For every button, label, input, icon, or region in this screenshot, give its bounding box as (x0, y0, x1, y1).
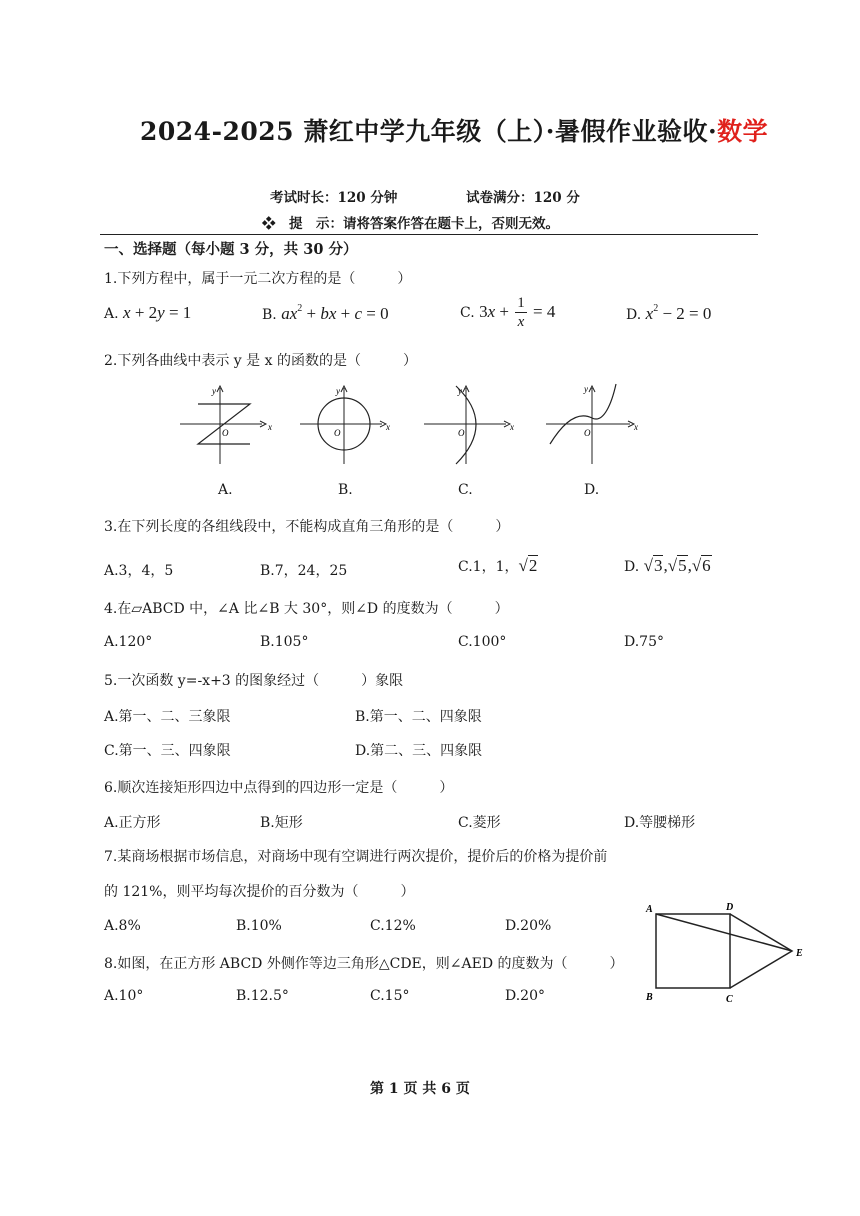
svg-text:A: A (646, 904, 653, 915)
svg-text:x: x (268, 422, 272, 432)
q1-option-c: C. 3x + $\frac{1}{x}$ = 4 (460, 295, 556, 330)
svg-text:y: y (458, 386, 462, 396)
q8-option-b: B.12.5° (236, 988, 289, 1004)
title-subject: 数学 (717, 117, 769, 146)
q8-option-a: A.10° (104, 988, 144, 1004)
q3-option-a: A.3，4，5 (104, 563, 174, 579)
question-7-stem-line-2: 的 121%，则平均每次提价的百分数为（ ） (104, 884, 415, 900)
q6-option-b: B.矩形 (260, 815, 303, 831)
exam-hint: ❖ 提 示：请将答案作答在题卡上，否则无效。 (262, 216, 559, 232)
question-4-stem: 4.在▱ABCD 中，∠A 比∠B 大 30°，则∠D 的度数为（ ） (104, 601, 509, 617)
svg-text:O: O (584, 428, 591, 438)
q6-option-d: D.等腰梯形 (624, 815, 696, 831)
square-triangle-figure (636, 896, 816, 1008)
question-5-stem: 5.一次函数 y=-x+3 的图象经过（ ）象限 (104, 673, 404, 689)
q7-option-b: B.10% (236, 918, 282, 934)
q7-option-c: C.12% (370, 918, 416, 934)
graph-c (418, 380, 523, 468)
q7-option-d: D.20% (505, 918, 552, 934)
graph-b-label: B. (338, 482, 353, 498)
q1-option-d: D. $x^2 - 2 = 0$ (626, 303, 712, 323)
q5-option-b: B.第一、二、四象限 (355, 709, 482, 725)
q3-option-d: D. √3,√5,√6 (624, 556, 711, 575)
header-divider (100, 234, 758, 235)
q4-option-c: C.100° (458, 634, 507, 650)
page-title (140, 112, 768, 148)
svg-text:x: x (510, 422, 514, 432)
svg-text:x: x (386, 422, 390, 432)
q8-option-c: C.15° (370, 988, 410, 1004)
title-main: 2024-2025 萧红中学九年级（上）·暑假作业验收· (140, 117, 718, 146)
question-3-stem: 3.在下列长度的各组线段中，不能构成直角三角形的是（ ） (104, 519, 510, 535)
q6-option-a: A.正方形 (104, 815, 161, 831)
svg-text:O: O (458, 428, 465, 438)
page-number: 第 1 页 共 6 页 (370, 1081, 470, 1097)
svg-text:y: y (212, 386, 216, 396)
exam-time: 考试时长：120 分钟 (270, 190, 398, 206)
svg-text:O: O (334, 428, 341, 438)
graph-c-label: C. (458, 482, 473, 498)
section-title: 一、选择题（每小题 3 分，共 30 分） (104, 241, 358, 258)
q5-option-d: D.第二、三、四象限 (355, 743, 483, 759)
svg-text:y: y (336, 386, 340, 396)
graph-d-label: D. (584, 482, 600, 498)
svg-text:C: C (726, 994, 733, 1005)
full-score: 试卷满分：120 分 (466, 190, 580, 206)
q8-option-d: D.20° (505, 988, 545, 1004)
svg-text:B: B (646, 992, 653, 1003)
svg-text:x: x (634, 422, 638, 432)
question-2-stem: 2.下列各曲线中表示 y 是 x 的函数的是（ ） (104, 353, 417, 369)
graph-a-label: A. (218, 482, 233, 498)
graph-d (540, 378, 645, 468)
q1-option-b: B. $ax^2$ + bx + c = 0 (262, 303, 389, 323)
q3-option-b: B.7，24，25 (260, 563, 348, 579)
q5-option-c: C.第一、三、四象限 (104, 743, 231, 759)
q3-option-c: C.1，1，√2 (458, 556, 538, 575)
q4-option-b: B.105° (260, 634, 309, 650)
svg-text:D: D (726, 902, 734, 913)
q4-option-d: D.75° (624, 634, 664, 650)
question-7-stem-line-1: 7.某商场根据市场信息，对商场中现有空调进行两次提价，提价后的价格为提价前 (104, 849, 608, 865)
question-8-stem: 8.如图，在正方形 ABCD 外侧作等边三角形△CDE，则∠AED 的度数为（ ） (104, 956, 624, 972)
svg-text:y: y (584, 384, 588, 394)
q6-option-c: C.菱形 (458, 815, 501, 831)
q1-option-a: A. x + 2y = 1 (104, 303, 192, 322)
q5-option-a: A.第一、二、三象限 (104, 709, 231, 725)
q4-option-a: A.120° (104, 634, 153, 650)
q7-option-a: A.8% (104, 918, 141, 934)
graph-a (170, 380, 275, 468)
question-1-stem: 1.下列方程中，属于一元二次方程的是（ ） (104, 271, 412, 287)
svg-text:E: E (796, 948, 803, 959)
svg-text:O: O (222, 428, 229, 438)
question-6-stem: 6.顺次连接矩形四边中点得到的四边形一定是（ ） (104, 780, 454, 796)
graph-b (294, 380, 399, 468)
